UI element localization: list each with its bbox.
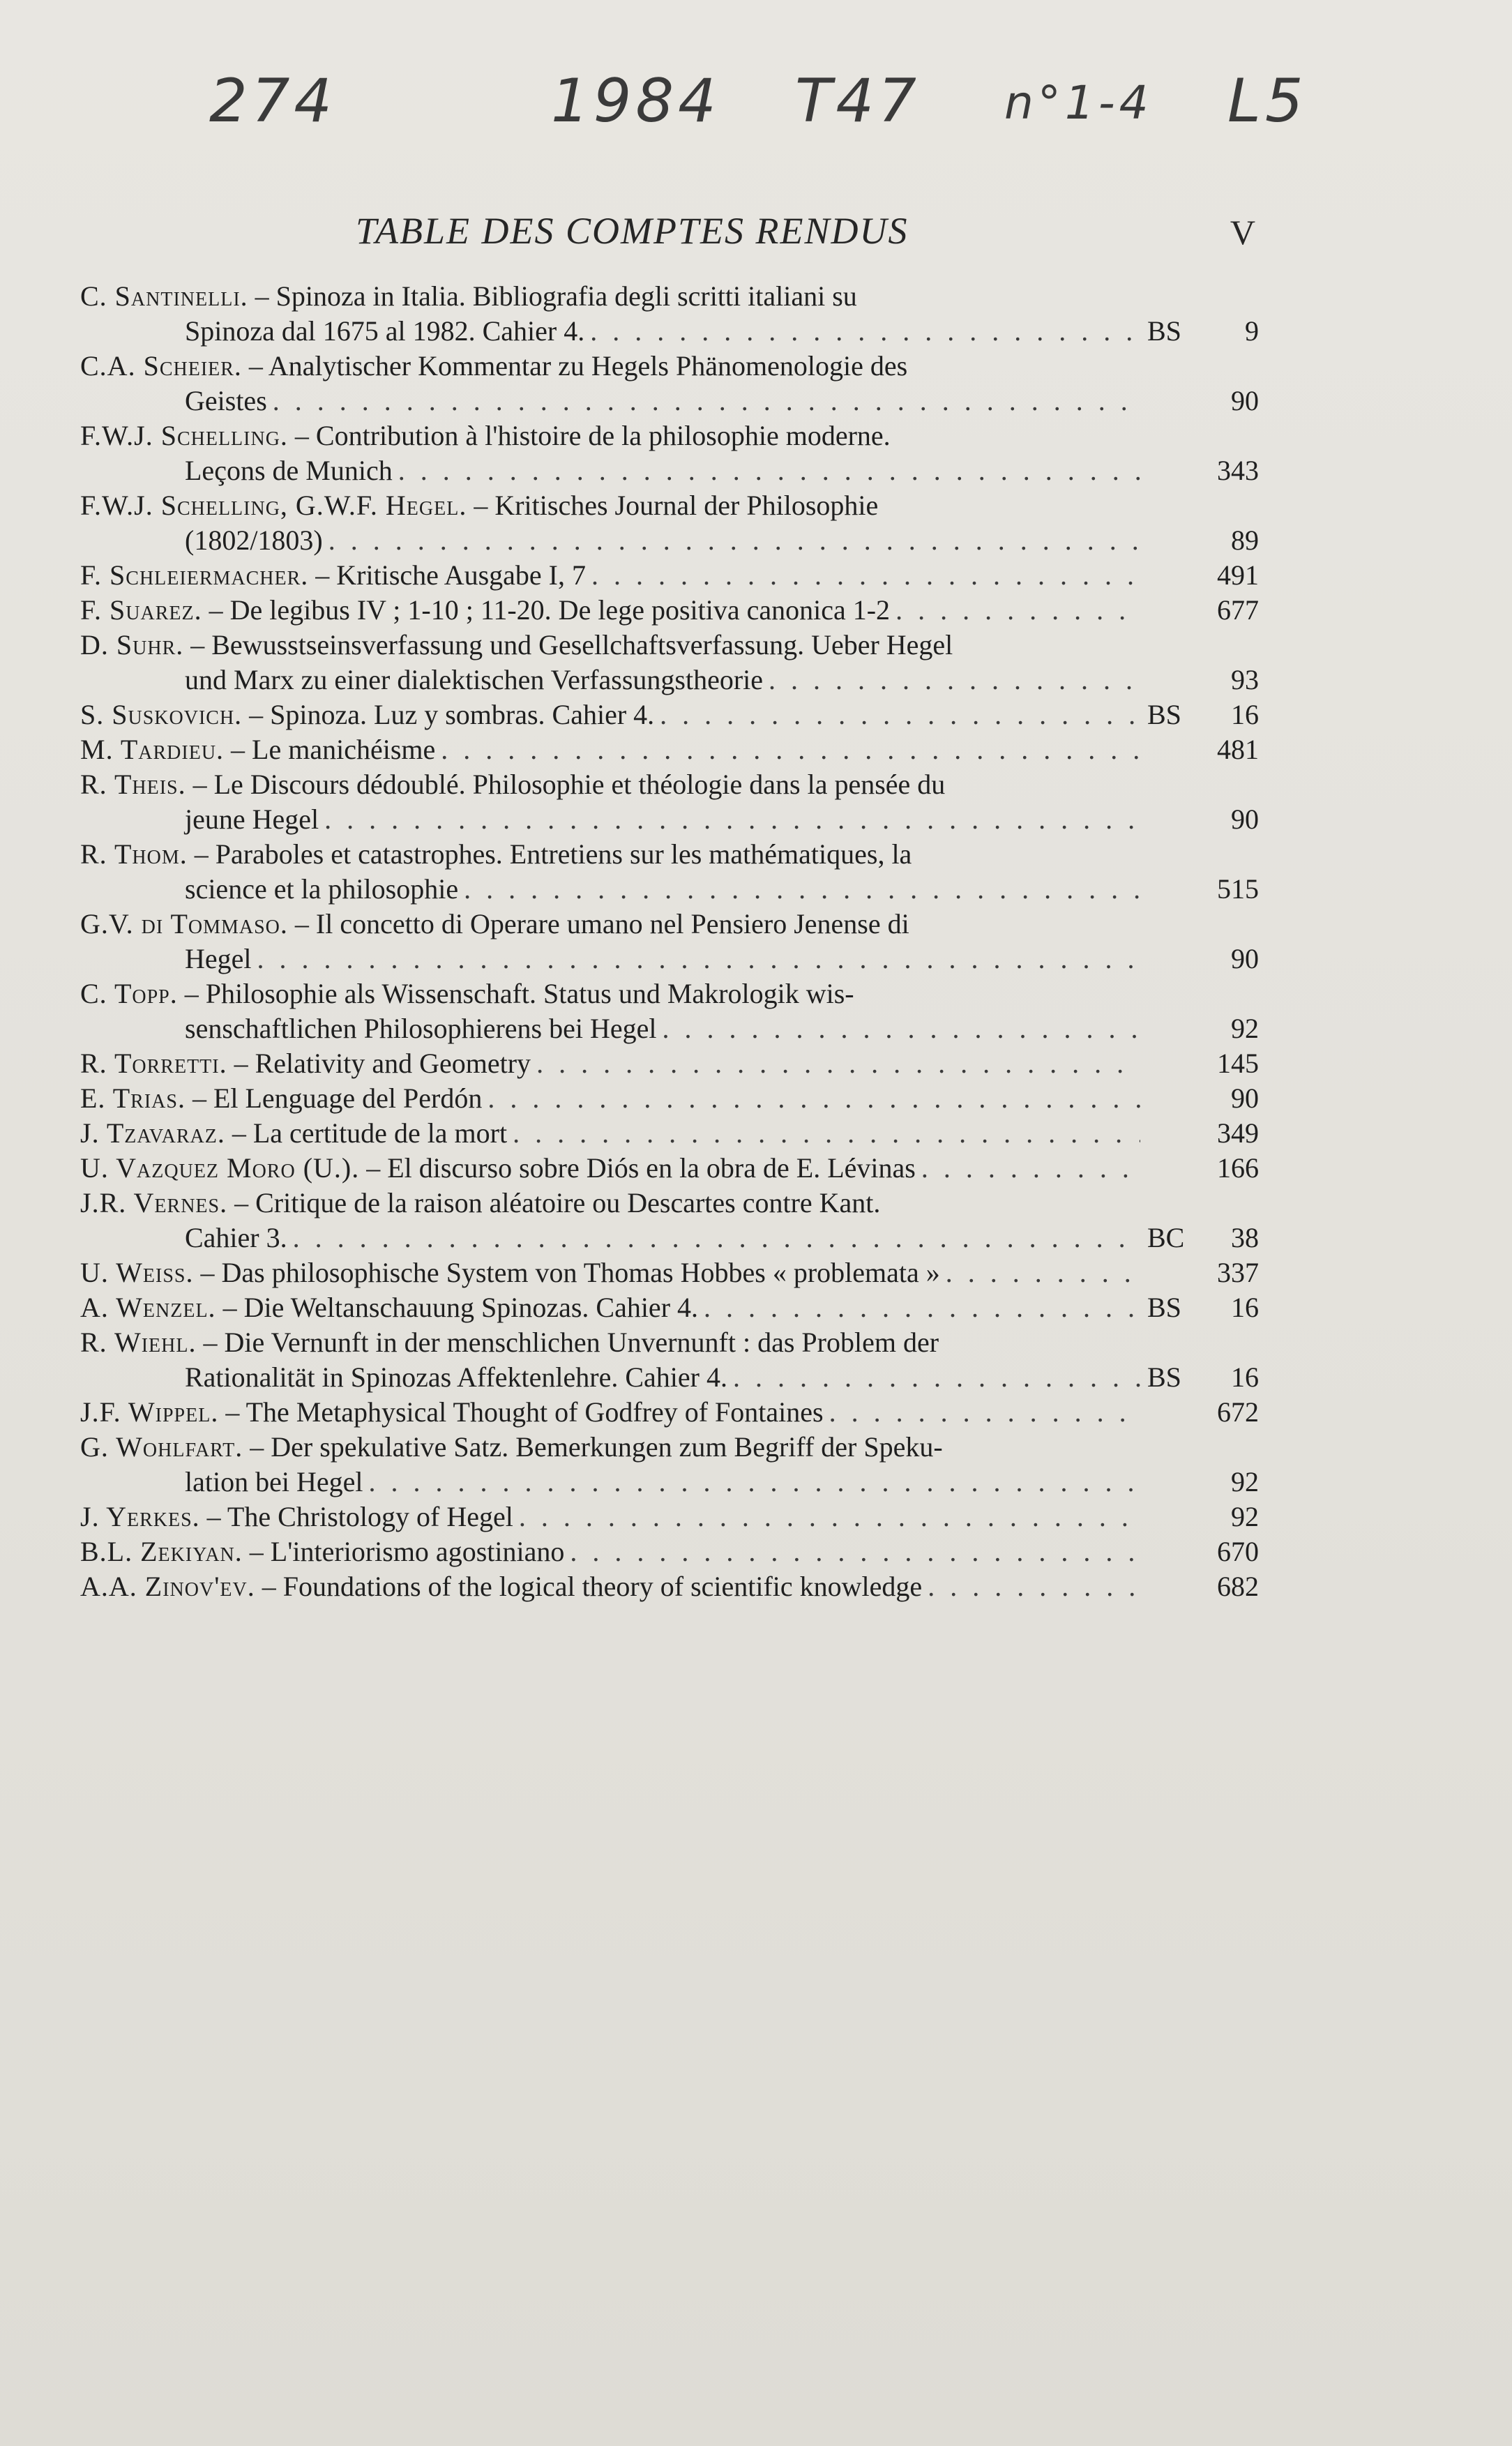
entry-page-number: 16 (1231, 1292, 1259, 1323)
entry-text (80, 488, 1140, 558)
entry-reference (1140, 1011, 1259, 1046)
entry-first-line (80, 1534, 1140, 1569)
entry-author: R. Thom. (80, 838, 188, 870)
entry-title: – Philosophie als Wissenschaft. Status und Makrologik wis- (177, 978, 854, 1009)
entry-page-number: 343 (1217, 455, 1259, 486)
entry-cahier: BS (1147, 1292, 1181, 1323)
entry-page-number: 16 (1231, 1361, 1259, 1393)
entry-title-continued: Geistes (185, 385, 267, 416)
entry-first-line-text (80, 1569, 922, 1604)
entry-first-line (80, 976, 1140, 1011)
entry-page-number: 90 (1231, 803, 1259, 835)
entry-reference (1140, 942, 1259, 976)
entry-text (80, 1569, 1140, 1604)
leader-dots (704, 1290, 1140, 1325)
entry-author: F.W.J. Schelling, G.W.F. Hegel. (80, 490, 467, 521)
entry-cahier: BS (1147, 315, 1181, 347)
index-entry (80, 1290, 1259, 1325)
entry-text (80, 279, 1140, 349)
entry-page-number: 672 (1217, 1396, 1259, 1428)
entry-continuation-line (80, 1011, 1140, 1046)
entry-first-line-text (80, 697, 654, 732)
index-entry (80, 593, 1259, 628)
entry-title: – Kritische Ausgabe I, 7 (308, 559, 586, 591)
entry-author: M. Tardieu. (80, 734, 225, 765)
entry-first-line-text (80, 279, 857, 314)
entry-first-line-text (80, 907, 909, 942)
entry-title: – Der spekulative Satz. Bemerkungen zum Begriff der Speku- (243, 1431, 943, 1463)
entry-page-number: 9 (1245, 315, 1259, 347)
entry-first-line-text (80, 837, 912, 872)
entry-page-number: 166 (1217, 1152, 1259, 1184)
entry-first-line-text (80, 1081, 482, 1116)
entry-first-line (80, 1081, 1140, 1116)
entry-first-line-text (80, 1430, 943, 1465)
entry-first-line (80, 1395, 1140, 1430)
entry-first-line (80, 628, 1140, 663)
entry-continuation-line (80, 1465, 1140, 1500)
entry-title: – L'interiorismo agostiniano (242, 1536, 565, 1567)
entry-first-line (80, 1430, 1140, 1465)
entry-reference (1140, 1569, 1259, 1604)
entry-page-number: 90 (1231, 385, 1259, 416)
entry-reference (1140, 1151, 1259, 1186)
entry-page-number: 670 (1217, 1536, 1259, 1567)
entry-title-continued: science et la philosophie (185, 873, 459, 905)
entry-reference (1140, 558, 1259, 593)
index-entry (80, 837, 1259, 907)
entry-first-line (80, 837, 1140, 872)
entry-first-line-text (80, 1116, 507, 1151)
entry-author: G.V. di Tommaso. (80, 908, 288, 939)
entry-reference (1140, 384, 1259, 418)
entry-title: – Foundations of the logical theory of scientific knowledge (255, 1571, 923, 1602)
entry-text (80, 697, 1140, 732)
entry-text (80, 558, 1140, 593)
entry-text (80, 1255, 1140, 1290)
entry-text (80, 976, 1140, 1046)
index-entry (80, 418, 1259, 488)
entry-author: B.L. Zekiyan. (80, 1536, 243, 1567)
entry-title: – Spinoza. Luz y sombras. Cahier 4. (242, 699, 655, 730)
index-entry (80, 1116, 1259, 1151)
entry-first-line-text (80, 1255, 940, 1290)
entry-continuation-line (80, 314, 1140, 349)
entry-title-continued: Hegel (185, 943, 252, 974)
entry-author: J. Tzavaraz. (80, 1117, 225, 1149)
entry-text (80, 1151, 1140, 1186)
entry-first-line (80, 418, 1140, 453)
entry-title-continued: Cahier 3. (185, 1222, 287, 1253)
entry-author: R. Theis. (80, 769, 186, 800)
entry-reference (1140, 1081, 1259, 1116)
leader-dots (464, 872, 1140, 907)
entry-first-line (80, 732, 1140, 767)
entry-reference (1140, 732, 1259, 767)
entry-first-line (80, 1046, 1140, 1081)
entry-author: F. Schleiermacher. (80, 559, 309, 591)
leader-dots (324, 802, 1140, 837)
entry-page-number: 491 (1217, 559, 1259, 591)
entry-text (80, 593, 1140, 628)
entry-reference (1140, 663, 1259, 697)
index-entry (80, 1500, 1259, 1534)
entry-first-line-text (80, 976, 854, 1011)
entry-author: A. Wenzel. (80, 1292, 216, 1323)
entry-first-line-text (80, 1290, 698, 1325)
entry-reference (1140, 1360, 1259, 1395)
leader-dots (660, 697, 1140, 732)
entry-reference (1140, 1395, 1259, 1430)
entry-continuation-line (80, 384, 1140, 418)
entry-reference (1140, 523, 1259, 558)
index-entry (80, 558, 1259, 593)
leader-dots (273, 384, 1140, 418)
index-entry (80, 1081, 1259, 1116)
entry-first-line (80, 488, 1140, 523)
entry-page-number: 92 (1231, 1013, 1259, 1044)
handwritten-number: 274 (209, 66, 337, 136)
leader-dots (733, 1360, 1140, 1395)
leader-dots (946, 1255, 1140, 1290)
entry-continuation-line (80, 942, 1140, 976)
entry-first-line (80, 1500, 1140, 1534)
entry-author: F. Suarez. (80, 594, 202, 626)
entry-reference (1140, 872, 1259, 907)
entry-first-line (80, 697, 1140, 732)
entry-page-number: 38 (1231, 1222, 1259, 1253)
entry-first-line (80, 1151, 1140, 1186)
entry-continuation-line (80, 872, 1140, 907)
index-entry (80, 732, 1259, 767)
entry-cahier: BS (1147, 1361, 1181, 1393)
index-entry (80, 1395, 1259, 1430)
entry-text (80, 907, 1140, 976)
leader-dots (519, 1500, 1140, 1534)
entry-page-number: 337 (1217, 1257, 1259, 1288)
index-entry (80, 628, 1259, 697)
entry-continuation-line (80, 802, 1140, 837)
entry-title-continued: lation bei Hegel (185, 1466, 363, 1497)
index-entry (80, 697, 1259, 732)
index-entry (80, 488, 1259, 558)
entry-reference (1140, 1046, 1259, 1081)
entry-title: – Le Discours dédoublé. Philosophie et théologie dans la pensée du (186, 769, 946, 800)
index-entry (80, 1186, 1259, 1255)
entry-text (80, 732, 1140, 767)
entry-title: – Il concetto di Operare umano nel Pensiero Jenense di (287, 908, 909, 939)
entry-reference (1140, 1465, 1259, 1500)
entry-author: J.F. Wippel. (80, 1396, 219, 1428)
entry-first-line-text (80, 593, 890, 628)
index-entry (80, 1569, 1259, 1604)
entry-title: – Die Vernunft in der menschlichen Unvernunft : das Problem der (196, 1327, 939, 1358)
entry-page-number: 90 (1231, 1082, 1259, 1114)
leader-dots (590, 314, 1140, 349)
entry-title: – The Metaphysical Thought of Godfrey of Fontaines (218, 1396, 824, 1428)
entry-first-line-text (80, 349, 907, 384)
entry-title-continued: Rationalität in Spinozas Affektenlehre. Cahier 4. (185, 1361, 727, 1393)
entry-text (80, 767, 1140, 837)
entry-title: – De legibus IV ; 1-10 ; 11-20. De lege positiva canonica 1-2 (202, 594, 891, 626)
entry-first-line-text (80, 1500, 513, 1534)
entry-continuation-line (80, 1221, 1140, 1255)
entry-first-line (80, 1116, 1140, 1151)
entry-text (80, 1186, 1140, 1255)
leader-dots (513, 1116, 1140, 1151)
entry-title: – Das philosophische System von Thomas Hobbes « problemata » (193, 1257, 940, 1288)
leader-dots (895, 593, 1140, 628)
entry-page-number: 93 (1231, 664, 1259, 695)
entry-title: – Die Weltanschauung Spinozas. Cahier 4. (216, 1292, 699, 1323)
entry-first-line (80, 1255, 1140, 1290)
entry-reference (1140, 593, 1259, 628)
entry-reference (1140, 1221, 1259, 1255)
entry-title-continued: (1802/1803) (185, 524, 323, 556)
entry-author: A.A. Zinov'ev. (80, 1571, 255, 1602)
entry-text (80, 1290, 1140, 1325)
entry-author: J.R. Vernes. (80, 1187, 228, 1218)
entry-page-number: 481 (1217, 734, 1259, 765)
entry-title-continued: jeune Hegel (185, 803, 319, 835)
leader-dots (591, 558, 1140, 593)
entry-page-number: 677 (1217, 594, 1259, 626)
entry-title-continued: und Marx zu einer dialektischen Verfassungstheorie (185, 664, 764, 695)
page-folio: V (1230, 213, 1255, 252)
entry-page-number: 90 (1231, 943, 1259, 974)
entry-reference (1140, 1534, 1259, 1569)
entry-page-number: 682 (1217, 1571, 1259, 1602)
entry-first-line-text (80, 1046, 531, 1081)
leader-dots (662, 1011, 1140, 1046)
entry-first-line-text (80, 1534, 564, 1569)
entry-author: F.W.J. Schelling. (80, 420, 288, 451)
entry-text (80, 349, 1140, 418)
entry-title: – Bewusstseinsverfassung und Gesellchaftsverfassung. Ueber Hegel (183, 629, 953, 660)
page-header (77, 209, 1255, 265)
handwritten-tome: T47 (795, 66, 921, 136)
entry-first-line (80, 907, 1140, 942)
entry-title: – Contribution à l'histoire de la philosophie moderne. (287, 420, 891, 451)
entry-page-number: 89 (1231, 524, 1259, 556)
entry-reference (1140, 1116, 1259, 1151)
index-entry (80, 976, 1259, 1046)
entry-first-line (80, 1569, 1140, 1604)
leader-dots (921, 1151, 1140, 1186)
leader-dots (293, 1221, 1140, 1255)
leader-dots (398, 453, 1140, 488)
handwritten-shelfmark (209, 66, 1325, 150)
entry-page-number: 92 (1231, 1466, 1259, 1497)
entry-text (80, 1046, 1140, 1081)
leader-dots (570, 1534, 1140, 1569)
index-entry (80, 1534, 1259, 1569)
entry-title-continued: Spinoza dal 1675 al 1982. Cahier 4. (185, 315, 585, 347)
entry-text (80, 1325, 1140, 1395)
entry-page-number: 16 (1231, 699, 1259, 730)
entry-title: – The Christology of Hegel (199, 1501, 513, 1532)
leader-dots (536, 1046, 1140, 1081)
review-index-list (80, 279, 1259, 1604)
leader-dots (769, 663, 1140, 697)
entry-author: C. Santinelli. (80, 280, 248, 312)
entry-title: – Kritisches Journal der Philosophie (467, 490, 879, 521)
entry-text (80, 1395, 1140, 1430)
entry-continuation-line (80, 453, 1140, 488)
entry-reference (1140, 1290, 1259, 1325)
index-entry (80, 1325, 1259, 1395)
entry-first-line-text (80, 1325, 939, 1360)
index-entry (80, 349, 1259, 418)
entry-author: E. Trias. (80, 1082, 186, 1114)
entry-reference (1140, 1500, 1259, 1534)
entry-author: G. Wohlfart. (80, 1431, 243, 1463)
entry-author: S. Suskovich. (80, 699, 243, 730)
index-entry (80, 1151, 1259, 1186)
page-title: TABLE DES COMPTES RENDUS (356, 210, 909, 252)
entry-first-line-text (80, 1151, 916, 1186)
entry-title: – El Lenguage del Perdón (185, 1082, 483, 1114)
entry-cahier: BC (1147, 1222, 1185, 1253)
index-entry (80, 1255, 1259, 1290)
leader-dots (368, 1465, 1140, 1500)
entry-author: C. Topp. (80, 978, 178, 1009)
entry-author: U. Weiss. (80, 1257, 194, 1288)
entry-title: – Relativity and Geometry (227, 1048, 531, 1079)
entry-reference (1140, 802, 1259, 837)
entry-text (80, 418, 1140, 488)
entry-text (80, 1534, 1140, 1569)
entry-title: – La certitude de la mort (225, 1117, 508, 1149)
leader-dots (257, 942, 1140, 976)
entry-first-line-text (80, 558, 586, 593)
entry-title-continued: Leçons de Munich (185, 455, 393, 486)
handwritten-code: L5 (1227, 66, 1308, 136)
entry-author: J. Yerkes. (80, 1501, 200, 1532)
entry-first-line (80, 767, 1140, 802)
entry-first-line-text (80, 732, 435, 767)
entry-continuation-line (80, 663, 1140, 697)
entry-text (80, 628, 1140, 697)
entry-reference (1140, 697, 1259, 732)
entry-reference (1140, 453, 1259, 488)
entry-text (80, 1081, 1140, 1116)
entry-first-line (80, 279, 1140, 314)
index-entry (80, 279, 1259, 349)
entry-title: – Le manichéisme (224, 734, 436, 765)
entry-title-continued: senschaftlichen Philosophierens bei Hegel (185, 1013, 657, 1044)
entry-reference (1140, 1255, 1259, 1290)
entry-first-line-text (80, 488, 878, 523)
handwritten-issues: n°1-4 (1004, 76, 1153, 130)
entry-reference (1140, 314, 1259, 349)
entry-title: – Spinoza in Italia. Bibliografia degli scritti italiani su (248, 280, 857, 312)
entry-text (80, 1500, 1140, 1534)
entry-first-line (80, 1325, 1140, 1360)
index-entry (80, 767, 1259, 837)
entry-text (80, 1430, 1140, 1500)
entry-author: R. Torretti. (80, 1048, 227, 1079)
entry-text (80, 837, 1140, 907)
leader-dots (928, 1569, 1140, 1604)
entry-page-number: 92 (1231, 1501, 1259, 1532)
index-entry (80, 1430, 1259, 1500)
entry-continuation-line (80, 1360, 1140, 1395)
entry-author: U. Vazquez Moro (U.). (80, 1152, 360, 1184)
entry-title: – Critique de la raison aléatoire ou Descartes contre Kant. (227, 1187, 881, 1218)
entry-author: C.A. Scheier. (80, 350, 242, 382)
entry-first-line-text (80, 418, 891, 453)
index-entry (80, 1046, 1259, 1081)
entry-page-number: 515 (1217, 873, 1259, 905)
index-entry (80, 907, 1259, 976)
entry-author: D. Suhr. (80, 629, 184, 660)
entry-cahier: BS (1147, 699, 1181, 730)
entry-first-line-text (80, 1395, 824, 1430)
handwritten-year: 1984 (551, 66, 720, 136)
leader-dots (829, 1395, 1140, 1430)
entry-page-number: 349 (1217, 1117, 1259, 1149)
entry-text (80, 1116, 1140, 1151)
entry-page-number: 145 (1217, 1048, 1259, 1079)
entry-first-line-text (80, 1186, 880, 1221)
entry-first-line-text (80, 767, 945, 802)
leader-dots (487, 1081, 1140, 1116)
entry-first-line-text (80, 628, 953, 663)
entry-first-line (80, 593, 1140, 628)
leader-dots (441, 732, 1140, 767)
entry-first-line (80, 349, 1140, 384)
leader-dots (328, 523, 1140, 558)
entry-title: – Paraboles et catastrophes. Entretiens sur les mathématiques, la (187, 838, 912, 870)
entry-author: R. Wiehl. (80, 1327, 197, 1358)
entry-first-line (80, 1290, 1140, 1325)
entry-first-line (80, 1186, 1140, 1221)
entry-title: – El discurso sobre Diós en la obra de E. Lévinas (359, 1152, 916, 1184)
entry-first-line (80, 558, 1140, 593)
entry-title: – Analytischer Kommentar zu Hegels Phänomenologie des (241, 350, 908, 382)
entry-continuation-line (80, 523, 1140, 558)
